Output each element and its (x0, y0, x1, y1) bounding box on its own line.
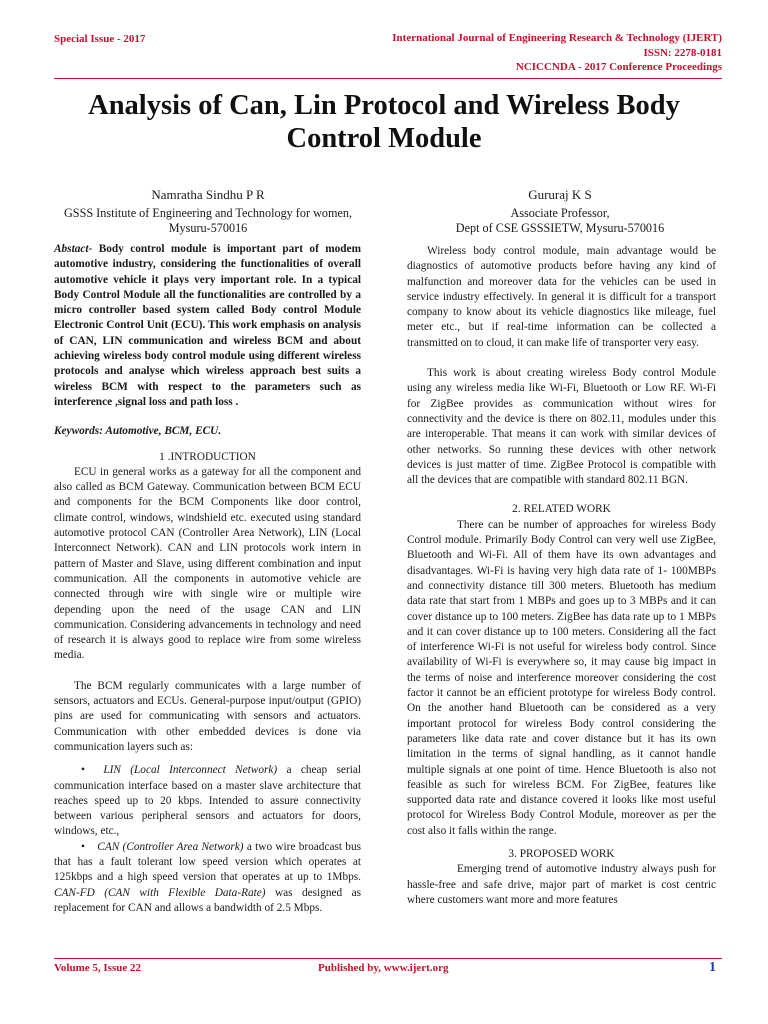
bullet-text-canfd: was designed as replacement for CAN and allows a bandwidth of 2.5 Mbps. (54, 886, 362, 914)
journal-name: International Journal of Engineering Research & Technology (IJERT) (392, 32, 722, 44)
footer-divider (54, 958, 722, 959)
header-special-issue: Special Issue - 2017 (54, 33, 146, 45)
bullet-icon: • (81, 764, 85, 777)
author-name: Gururaj K S (528, 187, 592, 202)
conference-proceedings: NCICCNDA - 2017 Conference Proceedings (515, 61, 722, 73)
author-address: Dept of CSE GSSSIETW, Mysuru-570016 (455, 221, 665, 235)
related-work-paragraph: There can be number of approaches for wireless Body Control module. Primarily Body Control can very well use ZigBee, Bluetooth and Wi-Fi. All of them have its own advantages and disadvantages. Wi-Fi is having very high data rate of 1- 100MBPs and connectivity distance till 300 meters. Bluetooth has medium data rate that start from 1 MBPs and goes up to 3 MBPs and it can cover distance up to 100 meters. ZigBee has data rate up to 1 MBPs and it can cover distance up to 100 meters. Considering all the fact of interference Wi-Fi is not useful for wireless body control. Since availability of Wi-Fi is everywhere so, it may cause big impact in the terms of noise and interference moreover considering the cost factor it cannot be an efficient prototype for wireless Body control. On the another hand Bluetooth can be considered as a very important protocol for wireless Body control considering the parameters like data rate and cover distance but it has its own limitation in the terms of signal handling, as it cannot handle multiple signals at one point of time. Hence Bluetooth is also not feasible as such for wireless BCM. For ZigBee, features like supported data rate and distance covered it looks like most useful protocol for Wireless Body Control Module, moreover as per the cost also it falls within the range. (407, 518, 716, 837)
bullet-text: a two wire broadcast bus that has a fault tolerant low speed version which operates at 125kbps and a high speed version that operates at up to 1Mbps. (54, 840, 362, 884)
section-heading-proposed-work: 3. PROPOSED WORK (508, 847, 615, 860)
bullet-term-canfd: CAN-FD (CAN with Flexible Data-Rate) (54, 886, 266, 899)
bullet-can (54, 840, 361, 916)
abstract-label: Abstact- (54, 243, 93, 255)
author-name: Namratha Sindhu P R (151, 187, 265, 202)
author-affiliation: GSSS Institute of Engineering and Technology for women, (64, 205, 352, 220)
bullet-text: a cheap serial communication interface based on a master slave architecture that reaches speed up to 20 kbps. Intended to assure connectivity between various peripheral sensors and actuators for doors, windows, etc., (54, 764, 361, 838)
intro-paragraph-2: The BCM regularly communicates with a large number of sensors, actuators and ECUs. General-purpose input/output (GPIO) pins are used for communicating with sensors and actuators. Communication with other embedded devices is done via communication layers such as: (54, 679, 361, 753)
bullet-term: LIN (Local Interconnect Network) (103, 764, 278, 777)
issn: ISSN: 2278-0181 (643, 46, 722, 59)
bullet-lin (54, 763, 361, 839)
author-affiliation: Associate Professor, (510, 205, 610, 220)
right-column (407, 244, 716, 908)
footer-publisher: Published by, www.ijert.org (318, 962, 449, 974)
intro-paragraph-1: ECU in general works as a gateway for all the component and also called as BCM Gateway. Communication between BCM ECU and components for the BCM Components like door control, climate control, windows, windshield etc. executed using standard automotive protocol CAN (Controller Area Network), LIN (Local Interconnect Network). CAN and LIN protocols work intern in pattern of Master and Slave, using different combination and input communication. All the components in automotive vehicle are connected through wire with single wire or multiple wire depending upon the need of the usage CAN and LIN communication. Considering advancements in technology and need of research it is always good to replace wire from some wireless media. (54, 465, 361, 662)
header-journal-info (302, 31, 722, 75)
author-block-2 (398, 187, 722, 237)
left-column (54, 242, 361, 916)
abstract-text: Body control module is important part of modem automotive industry, considering the functionalities of overall automotive vehicle it plays very important role. In a typical Body Control Module all the functionalities are controlled by a micro controller based system called Body control Module Electronic Control Unit (ECU). This work emphasis on analysis of CAN, LIN communication and wireless BCM and about achieving wireless body control module using different wireless protocols and analyse which wireless approach best suits a wireless BCM with respect to the parameters such as interference ,signal loss and path loss . (54, 243, 361, 408)
author-address: Mysuru-570016 (168, 221, 248, 235)
keywords: Keywords: Automotive, BCM, ECU. (54, 425, 222, 438)
bullet-icon: • (81, 840, 85, 853)
right-paragraph-1: Wireless body control module, main advantage would be diagnostics of automotive products before having any kind of malfunction and moreover data for the vehicles can be used in service industry effectively. In general it is difficult for a transport company to know about its vehicle diagnostics like mileage, fuel meter etc., but if real-time information can be collected a transmitted on to cloud, it can make life of transporter very easy. (407, 245, 716, 349)
paper-title: Analysis of Can, Lin Protocol and Wireless Body Control Module (88, 90, 680, 154)
footer-volume: Volume 5, Issue 22 (54, 962, 141, 974)
right-paragraph-2: This work is about creating wireless Body control Module using any wireless media like Wi-Fi, Bluetooth or Low RF. Wi-Fi for ZigBee provides as communication without wires for connectivity and the device is there on 802.11, modules under this are interoperable. That means it can work with similar devices of other networks. So running these devices with other network devices is just matter of time. ZigBee Protocol is compatible with all the devices that are compatible with standard 802.11 BGN. (407, 367, 716, 487)
section-heading-introduction: 1 .INTRODUCTION (159, 450, 256, 463)
proposed-work-paragraph: Emerging trend of automotive industry always push for hassle-free and safe drive, major part of market is cost centric where customers want more and more features (407, 863, 716, 906)
abstract (54, 242, 361, 410)
page-number: 1 (709, 960, 716, 975)
bullet-term: CAN (Controller Area Network) (97, 840, 244, 853)
header-divider (54, 78, 722, 79)
section-heading-related-work: 2. RELATED WORK (512, 503, 611, 516)
author-block-1 (48, 187, 368, 237)
